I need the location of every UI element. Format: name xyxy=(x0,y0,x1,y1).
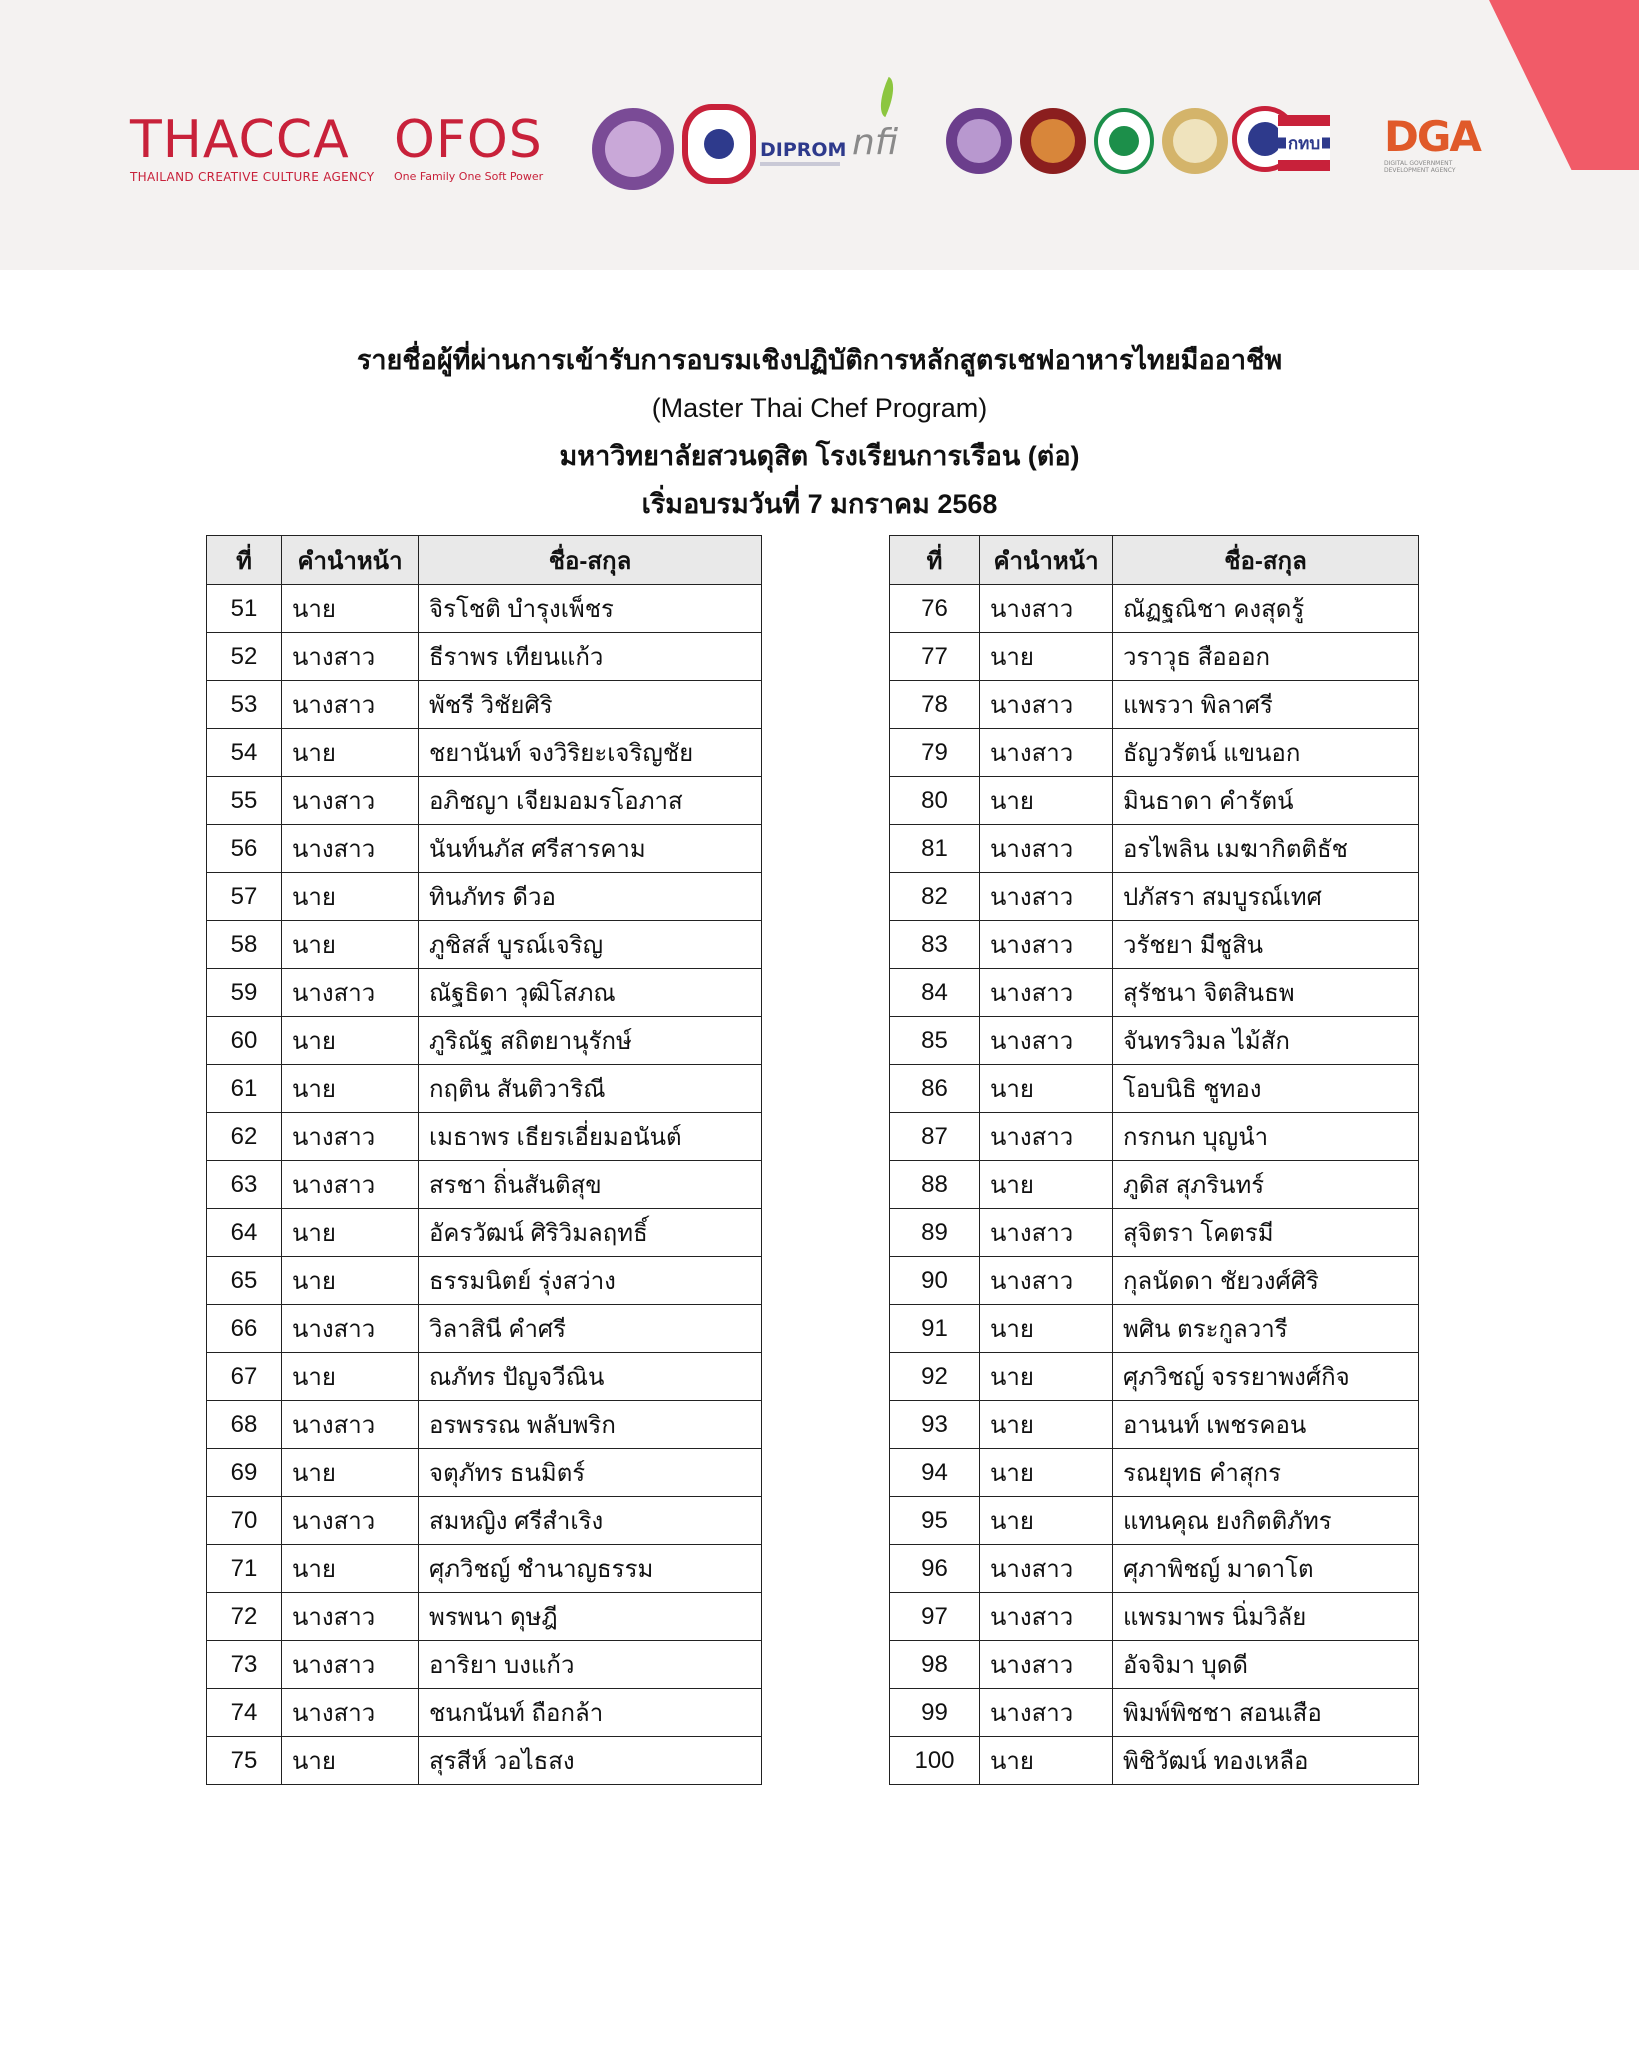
table-row xyxy=(207,633,762,681)
row-prefix: นางสาว xyxy=(282,1497,419,1545)
corner-accent xyxy=(1489,0,1639,170)
header-name: ชื่อ-สกุล xyxy=(419,536,762,585)
table-row xyxy=(207,1113,762,1161)
row-prefix: นางสาว xyxy=(980,1209,1113,1257)
row-number: 79 xyxy=(890,729,980,777)
table-row xyxy=(207,873,762,921)
table-row xyxy=(207,1161,762,1209)
row-number: 67 xyxy=(207,1353,282,1401)
table-row xyxy=(890,1257,1419,1305)
row-number: 53 xyxy=(207,681,282,729)
row-name: สุรสีห์ วอไธสง xyxy=(419,1737,762,1785)
row-number: 70 xyxy=(207,1497,282,1545)
diprom-subtext xyxy=(760,162,840,166)
row-number: 89 xyxy=(890,1209,980,1257)
row-prefix: นางสาว xyxy=(980,1689,1113,1737)
row-prefix: นาย xyxy=(282,1545,419,1593)
agency-seal-2 xyxy=(1020,108,1086,174)
row-number: 84 xyxy=(890,969,980,1017)
title-line-3: มหาวิทยาลัยสวนดุสิต โรงเรียนการเรือน (ต่อ) xyxy=(559,441,1080,471)
ofos-logo: OFOS One Family One Soft Power xyxy=(394,110,544,183)
row-name: วิลาสินี คำศรี xyxy=(419,1305,762,1353)
table-row xyxy=(890,633,1419,681)
row-prefix: นางสาว xyxy=(282,777,419,825)
health-dept-seal xyxy=(1094,108,1154,174)
title-line-4: เริ่มอบรมวันที่ 7 มกราคม 2568 xyxy=(641,489,998,519)
row-name: กฤติน สันติวาริณี xyxy=(419,1065,762,1113)
table-row xyxy=(890,1353,1419,1401)
row-number: 68 xyxy=(207,1401,282,1449)
row-prefix: นางสาว xyxy=(282,1641,419,1689)
row-name: แทนคุณ ยงกิตติภัทร xyxy=(1113,1497,1419,1545)
row-number: 83 xyxy=(890,921,980,969)
row-number: 64 xyxy=(207,1209,282,1257)
row-name: พศิน ตระกูลวารี xyxy=(1113,1305,1419,1353)
row-name: รณยุทธ คำสุกร xyxy=(1113,1449,1419,1497)
row-name: โอบนิธิ ชูทอง xyxy=(1113,1065,1419,1113)
row-number: 57 xyxy=(207,873,282,921)
row-name: อรพรรณ พลับพริก xyxy=(419,1401,762,1449)
row-prefix: นางสาว xyxy=(980,1113,1113,1161)
row-prefix: นางสาว xyxy=(282,1593,419,1641)
row-name: ทินภัทร ดีวอ xyxy=(419,873,762,921)
header-name: ชื่อ-สกุล xyxy=(1113,536,1419,585)
row-prefix: นางสาว xyxy=(980,921,1113,969)
row-name: กรกนก บุญนำ xyxy=(1113,1113,1419,1161)
row-name: ณัฐธิดา วุฒิโสภณ xyxy=(419,969,762,1017)
nfi-leaf-icon xyxy=(873,77,902,117)
table-header-row xyxy=(890,536,1419,585)
row-prefix: นางสาว xyxy=(980,681,1113,729)
row-number: 60 xyxy=(207,1017,282,1065)
table-row xyxy=(207,1737,762,1785)
table-row xyxy=(207,1353,762,1401)
row-prefix: นางสาว xyxy=(282,1113,419,1161)
table-row xyxy=(890,1401,1419,1449)
logo-banner xyxy=(0,0,1639,270)
table-row xyxy=(890,729,1419,777)
table-row xyxy=(890,1065,1419,1113)
row-number: 85 xyxy=(890,1017,980,1065)
row-prefix: นางสาว xyxy=(980,1545,1113,1593)
row-prefix: นาย xyxy=(980,1737,1113,1785)
header-no: ที่ xyxy=(207,536,282,585)
document-title xyxy=(0,336,1639,528)
table-row xyxy=(890,1545,1419,1593)
row-number: 66 xyxy=(207,1305,282,1353)
table-row xyxy=(890,873,1419,921)
row-prefix: นางสาว xyxy=(980,729,1113,777)
row-number: 81 xyxy=(890,825,980,873)
row-prefix: นาย xyxy=(980,777,1113,825)
table-row xyxy=(890,1113,1419,1161)
row-name: แพรวา พิลาศรี xyxy=(1113,681,1419,729)
row-prefix: นาย xyxy=(980,633,1113,681)
row-number: 59 xyxy=(207,969,282,1017)
row-name: ธรรมนิตย์ รุ่งสว่าง xyxy=(419,1257,762,1305)
row-prefix: นางสาว xyxy=(980,873,1113,921)
table-row xyxy=(890,1497,1419,1545)
table-row xyxy=(207,1257,762,1305)
row-number: 99 xyxy=(890,1689,980,1737)
header-prefix: คำนำหน้า xyxy=(282,536,419,585)
row-prefix: นาย xyxy=(282,729,419,777)
row-number: 65 xyxy=(207,1257,282,1305)
row-number: 75 xyxy=(207,1737,282,1785)
row-prefix: นางสาว xyxy=(980,1641,1113,1689)
row-number: 61 xyxy=(207,1065,282,1113)
row-name: สมหญิง ศรีสำเริง xyxy=(419,1497,762,1545)
row-name: เมธาพร เธียรเอี่ยมอนันต์ xyxy=(419,1113,762,1161)
row-prefix: นางสาว xyxy=(980,1257,1113,1305)
row-prefix: นาย xyxy=(980,1161,1113,1209)
table-row xyxy=(207,585,762,633)
row-prefix: นางสาว xyxy=(980,969,1113,1017)
row-prefix: นาย xyxy=(282,1065,419,1113)
row-prefix: นาย xyxy=(282,585,419,633)
table-row xyxy=(890,969,1419,1017)
row-prefix: นางสาว xyxy=(282,681,419,729)
table-row xyxy=(207,1209,762,1257)
row-prefix: นางสาว xyxy=(980,825,1113,873)
row-number: 52 xyxy=(207,633,282,681)
table-row xyxy=(207,1545,762,1593)
diprom-logo: DIPROM xyxy=(760,139,847,161)
table-row xyxy=(890,1641,1419,1689)
row-number: 93 xyxy=(890,1401,980,1449)
row-name: จันทรวิมล ไม้สัก xyxy=(1113,1017,1419,1065)
table-row xyxy=(890,921,1419,969)
roster-table-left xyxy=(206,535,762,1785)
row-name: พิมพ์พิชชา สอนเสือ xyxy=(1113,1689,1419,1737)
row-number: 88 xyxy=(890,1161,980,1209)
row-number: 87 xyxy=(890,1113,980,1161)
row-prefix: นางสาว xyxy=(282,1305,419,1353)
title-line-2: (Master Thai Chef Program) xyxy=(651,393,988,423)
row-prefix: นาย xyxy=(282,873,419,921)
header-no: ที่ xyxy=(890,536,980,585)
table-row xyxy=(207,1065,762,1113)
dga-logo: DGA xyxy=(1384,112,1480,161)
row-prefix: นาย xyxy=(980,1449,1113,1497)
row-name: ธัญวรัตน์ แขนอก xyxy=(1113,729,1419,777)
table-row xyxy=(207,777,762,825)
table-row xyxy=(890,1593,1419,1641)
row-name: อรไพลิน เมฆากิตติธัช xyxy=(1113,825,1419,873)
table-row xyxy=(890,1161,1419,1209)
row-number: 80 xyxy=(890,777,980,825)
table-row xyxy=(207,1497,762,1545)
table-row xyxy=(890,1305,1419,1353)
row-number: 56 xyxy=(207,825,282,873)
table-row xyxy=(207,1017,762,1065)
row-prefix: นาย xyxy=(282,1353,419,1401)
row-number: 58 xyxy=(207,921,282,969)
row-name: วราวุธ สือออก xyxy=(1113,633,1419,681)
row-name: ภูริณัฐ สถิตยานุรักษ์ xyxy=(419,1017,762,1065)
row-prefix: นางสาว xyxy=(282,969,419,1017)
table-row xyxy=(890,1017,1419,1065)
thacca-logo: THACCA THAILAND CREATIVE CULTURE AGENCY xyxy=(130,110,375,184)
row-name: จิรโชติ บำรุงเพ็ชร xyxy=(419,585,762,633)
row-number: 73 xyxy=(207,1641,282,1689)
row-name: ชนกนันท์ ถือกล้า xyxy=(419,1689,762,1737)
row-prefix: นาย xyxy=(980,1353,1113,1401)
row-number: 97 xyxy=(890,1593,980,1641)
row-number: 92 xyxy=(890,1353,980,1401)
row-number: 54 xyxy=(207,729,282,777)
row-name: อาริยา บงแก้ว xyxy=(419,1641,762,1689)
village-fund-logo: กทบ xyxy=(1278,115,1330,171)
row-name: สุจิตรา โคตรมี xyxy=(1113,1209,1419,1257)
row-prefix: นางสาว xyxy=(980,1017,1113,1065)
table-row xyxy=(207,1449,762,1497)
agency-seal-4 xyxy=(1162,108,1228,174)
table-row xyxy=(890,681,1419,729)
row-number: 62 xyxy=(207,1113,282,1161)
row-number: 71 xyxy=(207,1545,282,1593)
table-row xyxy=(207,1641,762,1689)
table-header-row xyxy=(207,536,762,585)
row-number: 74 xyxy=(207,1689,282,1737)
dga-subtext: DIGITAL GOVERNMENT DEVELOPMENT AGENCY xyxy=(1384,160,1456,174)
row-number: 78 xyxy=(890,681,980,729)
row-number: 82 xyxy=(890,873,980,921)
row-name: นันท์นภัส ศรีสารคาม xyxy=(419,825,762,873)
table-row xyxy=(207,825,762,873)
row-prefix: นางสาว xyxy=(980,585,1113,633)
row-name: ศุภวิชญ์ จรรยาพงศ์กิจ xyxy=(1113,1353,1419,1401)
row-prefix: นาย xyxy=(282,921,419,969)
row-name: ณัฏฐณิชา คงสุดรู้ xyxy=(1113,585,1419,633)
row-name: สุรัชนา จิตสินธพ xyxy=(1113,969,1419,1017)
row-number: 69 xyxy=(207,1449,282,1497)
row-prefix: นาย xyxy=(282,1737,419,1785)
header-prefix: คำนำหน้า xyxy=(980,536,1113,585)
title-line-1: รายชื่อผู้ที่ผ่านการเข้ารับการอบรมเชิงปฏิบัติการหลักสูตรเชฟอาหารไทยมืออาชีพ xyxy=(356,345,1283,375)
row-name: อัครวัฒน์ ศิริวิมลฤทธิ์ xyxy=(419,1209,762,1257)
row-name: สรชา ถิ่นสันติสุข xyxy=(419,1161,762,1209)
table-row xyxy=(207,729,762,777)
row-name: อัจจิมา บุดดี xyxy=(1113,1641,1419,1689)
row-name: อภิชญา เจียมอมรโอภาส xyxy=(419,777,762,825)
row-name: พัชรี วิชัยศิริ xyxy=(419,681,762,729)
row-prefix: นาย xyxy=(980,1401,1113,1449)
table-row xyxy=(207,1305,762,1353)
table-row xyxy=(890,1689,1419,1737)
row-prefix: นาย xyxy=(980,1497,1113,1545)
row-name: ปภัสรา สมบูรณ์เทศ xyxy=(1113,873,1419,921)
row-name: พิชิวัฒน์ ทองเหลือ xyxy=(1113,1737,1419,1785)
table-row xyxy=(890,1209,1419,1257)
row-name: วรัชยา มีชูสิน xyxy=(1113,921,1419,969)
row-prefix: นางสาว xyxy=(980,1593,1113,1641)
table-row xyxy=(207,1689,762,1737)
table-row xyxy=(207,921,762,969)
table-row xyxy=(207,1401,762,1449)
row-number: 90 xyxy=(890,1257,980,1305)
table-row xyxy=(890,1737,1419,1785)
row-prefix: นางสาว xyxy=(282,1689,419,1737)
row-number: 77 xyxy=(890,633,980,681)
table-row xyxy=(207,969,762,1017)
row-number: 55 xyxy=(207,777,282,825)
row-prefix: นางสาว xyxy=(282,1401,419,1449)
row-prefix: นาย xyxy=(282,1449,419,1497)
row-name: พรพนา ดุษฎี xyxy=(419,1593,762,1641)
row-number: 98 xyxy=(890,1641,980,1689)
row-prefix: นาย xyxy=(282,1209,419,1257)
row-name: ภูชิสส์ บูรณ์เจริญ xyxy=(419,921,762,969)
row-name: มินธาดา คำรัตน์ xyxy=(1113,777,1419,825)
table-row xyxy=(207,681,762,729)
culture-ministry-seal xyxy=(592,108,674,190)
row-number: 100 xyxy=(890,1737,980,1785)
row-name: ชยานันท์ จงวิริยะเจริญชัย xyxy=(419,729,762,777)
row-prefix: นาย xyxy=(980,1305,1113,1353)
row-name: ศุภาพิชญ์ มาดาโต xyxy=(1113,1545,1419,1593)
industry-ministry-logo xyxy=(682,104,756,184)
row-prefix: นาย xyxy=(282,1257,419,1305)
row-prefix: นางสาว xyxy=(282,1161,419,1209)
row-number: 95 xyxy=(890,1497,980,1545)
row-number: 72 xyxy=(207,1593,282,1641)
table-row xyxy=(890,777,1419,825)
table-row xyxy=(890,1449,1419,1497)
row-name: จตุภัทร ธนมิตร์ xyxy=(419,1449,762,1497)
row-name: กุลนัดดา ชัยวงศ์ศิริ xyxy=(1113,1257,1419,1305)
row-name: ณภัทร ปัญจวีณิน xyxy=(419,1353,762,1401)
row-name: ภูดิส สุภรินทร์ xyxy=(1113,1161,1419,1209)
row-name: อานนท์ เพชรคอน xyxy=(1113,1401,1419,1449)
nfi-logo: nfi xyxy=(852,122,899,163)
row-number: 86 xyxy=(890,1065,980,1113)
row-prefix: นางสาว xyxy=(282,825,419,873)
table-row xyxy=(207,1593,762,1641)
row-number: 96 xyxy=(890,1545,980,1593)
row-number: 76 xyxy=(890,585,980,633)
row-prefix: นาย xyxy=(980,1065,1113,1113)
table-row xyxy=(890,825,1419,873)
row-number: 91 xyxy=(890,1305,980,1353)
row-number: 94 xyxy=(890,1449,980,1497)
table-row xyxy=(890,585,1419,633)
agency-seal-1 xyxy=(946,108,1012,174)
row-name: ศุภวิชญ์ ชำนาญธรรม xyxy=(419,1545,762,1593)
roster-table-right xyxy=(889,535,1419,1785)
row-prefix: นางสาว xyxy=(282,633,419,681)
row-number: 63 xyxy=(207,1161,282,1209)
row-name: แพรมาพร นิ่มวิลัย xyxy=(1113,1593,1419,1641)
row-prefix: นาย xyxy=(282,1017,419,1065)
row-number: 51 xyxy=(207,585,282,633)
row-name: ธีราพร เทียนแก้ว xyxy=(419,633,762,681)
